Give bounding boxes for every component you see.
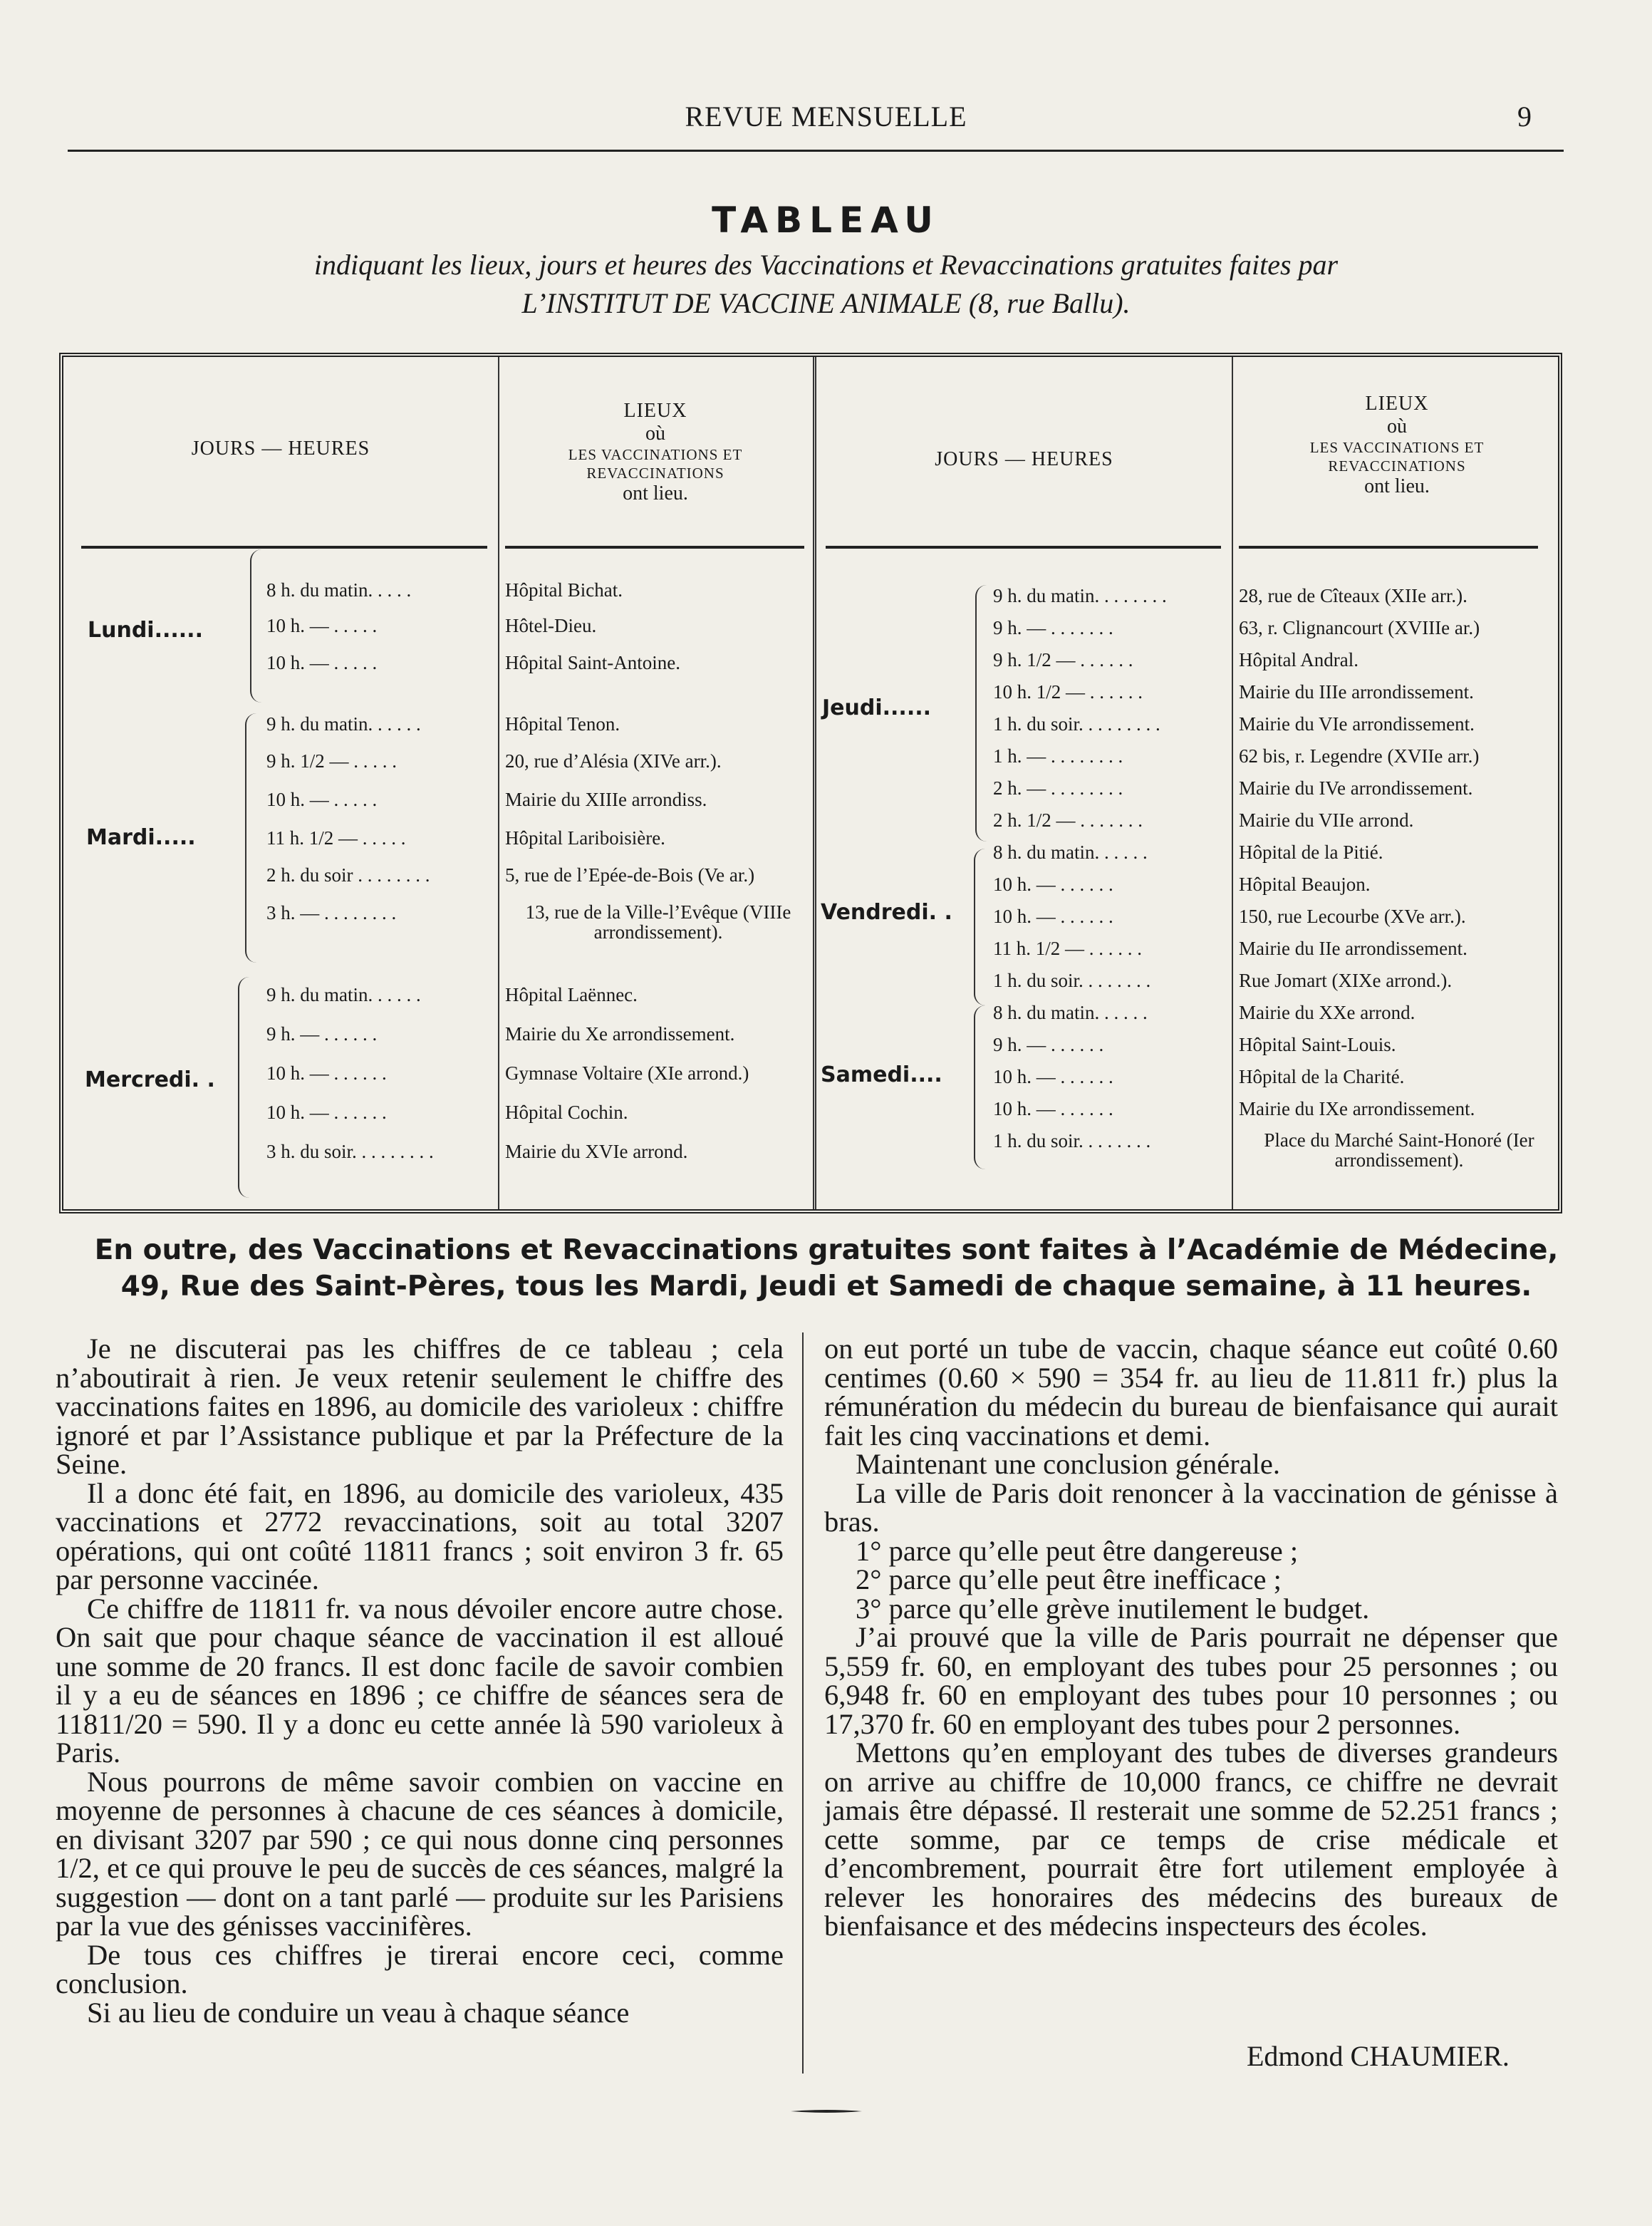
schedule-place: 63, r. Clignancourt (XVIIIe ar.) xyxy=(1239,617,1480,638)
schedule-time: 1 h. du soir. . . . . . . . xyxy=(993,970,1151,991)
brace-mardi xyxy=(245,713,258,963)
header-rule-left-places xyxy=(505,546,804,549)
paragraph: Je ne discuterai pas les chiffres de ce tableau ; cela n’aboutirait à rien. Je veux retenir seulement le chiffre des vaccinations faites en 1896, au domicile des varioleux : chiffre ignoré et par l’Assistance publique et par la Préfecture de la Seine. xyxy=(56,1332,784,1480)
left-days-header: JOURS — HEURES xyxy=(191,438,370,460)
schedule-time: 11 h. 1/2 — . . . . . xyxy=(266,827,406,849)
schedule-place: 20, rue d’Alésia (XIVe arr.). xyxy=(505,750,722,772)
schedule-place: Mairie du IIIe arrondissement. xyxy=(1239,681,1474,703)
schedule-time: 10 h. — . . . . . . xyxy=(993,906,1113,927)
tableau-subtitle-line-2: L’INSTITUT DE VACCINE ANIMALE (8, rue Ballu). xyxy=(521,287,1131,319)
paragraph: Nous pourrons de même savoir combien on vaccine en moyenne de personnes à chacune de ces séances à domicile, en divisant 3207 par 590 ; ce qui nous donne cinq personnes 1/2, et ce qui prouve le peu de succès de ces séances, malgré la suggestion — dont on a tant parlé — produite sur les Parisiens par la vue des génisses vaccinifères. xyxy=(56,1765,784,1942)
header-rule-right-days xyxy=(826,546,1221,549)
schedule-time: 1 h. — . . . . . . . . xyxy=(993,745,1123,767)
schedule-place: Mairie du XIIIe arrondiss. xyxy=(505,789,707,810)
schedule-place: Mairie du XXe arrond. xyxy=(1239,1002,1415,1023)
schedule-time: 10 h. — . . . . . . xyxy=(266,1102,387,1123)
schedule-time: 9 h. 1/2 — . . . . . . xyxy=(993,649,1133,671)
schedule-table xyxy=(59,353,1562,1213)
schedule-place: 5, rue de l’Epée-de-Bois (Ve ar.) xyxy=(505,864,755,886)
schedule-time: 2 h. — . . . . . . . . xyxy=(993,777,1123,799)
schedule-time: 11 h. 1/2 — . . . . . . xyxy=(993,938,1142,959)
schedule-place: Mairie du IVe arrondissement. xyxy=(1239,777,1473,799)
brace-samedi xyxy=(974,1005,987,1169)
paragraph: Il a donc été fait, en 1896, au domicile des varioleux, 435 vaccinations et 2772 revaccinations, soit au total 3207 opérations, qui ont coûté 11811 francs ; soit environ 3 fr. 65 par personne vaccinée. xyxy=(56,1476,784,1595)
day-jeudi: Jeudi...... xyxy=(822,695,932,720)
paragraph: Ce chiffre de 11811 fr. va nous dévoiler encore autre chose. On sait que pour chaque séance de vaccination il est alloué une somme de 20 francs. Il est donc facile de savoir combien il y a eu de séances en 1896 ; ce chiffre de séances sera de 11811/20 = 590. Il y a donc eu cette année là 590 varioleux à Paris. xyxy=(56,1592,784,1769)
schedule-place: Hôpital Bichat. xyxy=(505,579,623,601)
right-days-header: JOURS — HEURES xyxy=(935,448,1113,470)
schedule-time: 10 h. — . . . . . xyxy=(266,652,378,673)
schedule-time: 10 h. — . . . . . . xyxy=(266,1062,387,1084)
paragraph: La ville de Paris doit renoncer à la vaccination de génisse à bras. xyxy=(824,1476,1558,1538)
schedule-time: 9 h. du matin. . . . . . xyxy=(266,984,421,1005)
schedule-place: Mairie du IIe arrondissement. xyxy=(1239,938,1467,959)
header-rule-right-places xyxy=(1239,546,1538,549)
author-signature: Edmond CHAUMIER. xyxy=(1247,2040,1510,2072)
schedule-place: Mairie du IXe arrondissement. xyxy=(1239,1098,1475,1119)
schedule-place: Hôtel-Dieu. xyxy=(505,615,597,636)
center-divider xyxy=(813,357,816,1209)
schedule-place: 13, rue de la Ville-l’Evêque (VIIIe arrondissement). xyxy=(525,901,791,943)
header-rule xyxy=(68,150,1564,152)
brace-mercredi xyxy=(238,977,251,1198)
paragraph: Mettons qu’en employant des tubes de diverses grandeurs on arrive au chiffre de 10,000 francs, ce chiffre ne devrait jamais être dépassé. Il resterait une somme de 52.251 francs ; cette somme, par ce temps de crise médicale et d’encombrement, pourrait être fort utilement employée à relever les honoraires des médecins des bureaux de bienfaisance et des médecins inspecteurs des écoles. xyxy=(824,1736,1558,1942)
tableau-title: TABLEAU xyxy=(712,200,940,241)
schedule-time: 8 h. du matin. . . . . . xyxy=(993,1002,1148,1023)
paragraph: Si au lieu de conduire un veau à chaque séance xyxy=(87,1996,630,2029)
schedule-time: 10 h. — . . . . . xyxy=(266,789,378,810)
schedule-place: Hôpital Cochin. xyxy=(505,1102,628,1123)
left-places-header: LIEUX où LES VACCINATIONS ET REVACCINATIONS ont lieu. xyxy=(568,400,743,504)
schedule-place: Hôpital Laënnec. xyxy=(505,984,638,1005)
schedule-time: 2 h. 1/2 — . . . . . . . xyxy=(993,809,1143,831)
schedule-time: 10 h. — . . . . . xyxy=(266,615,378,636)
paragraph: De tous ces chiffres je tirerai encore ceci, comme conclusion. xyxy=(56,1938,784,1999)
column-rule xyxy=(802,1332,804,2074)
right-places-header: LIEUX où LES VACCINATIONS ET REVACCINATIONS ont lieu. xyxy=(1309,393,1485,497)
schedule-time: 10 h. — . . . . . . xyxy=(993,1098,1113,1119)
end-ornament xyxy=(791,2109,862,2113)
schedule-place: Hôpital de la Charité. xyxy=(1239,1066,1405,1087)
schedule-place: Hôpital Saint-Louis. xyxy=(1239,1034,1396,1055)
schedule-place: 62 bis, r. Legendre (XVIIe arr.) xyxy=(1239,745,1480,767)
article-right-column xyxy=(824,1332,1558,1942)
article-left-column xyxy=(56,1332,784,2029)
schedule-time: 9 h. du matin. . . . . . xyxy=(266,713,421,735)
schedule-place: Hôpital Beaujon. xyxy=(1239,874,1371,895)
running-title: REVUE MENSUELLE xyxy=(685,100,967,133)
day-samedi: Samedi.... xyxy=(821,1062,942,1087)
schedule-place: Mairie du Xe arrondissement. xyxy=(505,1023,735,1045)
paragraph: 2° parce qu’elle peut être inefficace ; xyxy=(856,1563,1282,1595)
page-number: 9 xyxy=(1517,100,1532,133)
schedule-time: 9 h. 1/2 — . . . . . xyxy=(266,750,398,772)
schedule-place: 28, rue de Cîteaux (XIIe arr.). xyxy=(1239,585,1467,606)
paragraph: Maintenant une conclusion générale. xyxy=(856,1448,1281,1480)
schedule-place: 150, rue Lecourbe (XVe arr.). xyxy=(1239,906,1466,927)
schedule-time: 9 h. du matin. . . . . . . . xyxy=(993,585,1167,606)
schedule-time: 2 h. du soir . . . . . . . . xyxy=(266,864,430,886)
schedule-time: 1 h. du soir. . . . . . . . . xyxy=(993,713,1160,735)
brace-jeudi xyxy=(975,585,988,842)
schedule-time: 9 h. — . . . . . . xyxy=(993,1034,1104,1055)
schedule-time: 3 h. du soir. . . . . . . . . xyxy=(266,1141,434,1162)
day-lundi: Lundi...... xyxy=(88,618,203,643)
schedule-place: Mairie du VIe arrondissement. xyxy=(1239,713,1475,735)
day-mercredi: Mercredi. . xyxy=(85,1067,215,1092)
paragraph: J’ai prouvé que la ville de Paris pourrait ne dépenser que 5,559 fr. 60, en employant des tubes pour 25 personnes ; ou 6,948 fr. 60 en employant des tubes pour 10 personnes ; ou 17,370 fr. 60 en employant des tubes pour 2 personnes. xyxy=(824,1621,1558,1740)
day-mardi: Mardi..... xyxy=(86,825,196,850)
brace-lundi xyxy=(250,549,263,703)
schedule-time: 3 h. — . . . . . . . . xyxy=(266,902,397,923)
tableau-subtitle-line-1: indiquant les lieux, jours et heures des Vaccinations et Revaccinations gratuites faites par xyxy=(313,249,1339,281)
schedule-time: 10 h. — . . . . . . xyxy=(993,874,1113,895)
schedule-time: 8 h. du matin. . . . . . xyxy=(993,842,1148,863)
day-vendredi: Vendredi. . xyxy=(821,900,952,925)
schedule-place: Hôpital Saint-Antoine. xyxy=(505,652,680,673)
paragraph: 1° parce qu’elle peut être dangereuse ; xyxy=(856,1534,1299,1567)
schedule-place: Mairie du VIIe arrond. xyxy=(1239,809,1414,831)
academy-notice-line-1: En outre, des Vaccinations et Revaccinations gratuites sont faites à l’Académie de Médecine, xyxy=(94,1234,1559,1266)
brace-vendredi xyxy=(974,849,987,1005)
header-rule-left-days xyxy=(81,546,487,549)
schedule-place: Hôpital Lariboisière. xyxy=(505,827,665,849)
schedule-time: 10 h. 1/2 — . . . . . . xyxy=(993,681,1143,703)
schedule-place: Gymnase Voltaire (XIe arrond.) xyxy=(505,1062,749,1084)
schedule-place: Place du Marché Saint-Honoré (Ier arrondissement). xyxy=(1264,1129,1534,1171)
schedule-time: 9 h. — . . . . . . xyxy=(266,1023,378,1045)
schedule-time: 10 h. — . . . . . . xyxy=(993,1066,1113,1087)
schedule-place: Hôpital de la Pitié. xyxy=(1239,842,1383,863)
paragraph: 3° parce qu’elle grève inutilement le budget. xyxy=(856,1592,1370,1625)
schedule-time: 1 h. du soir. . . . . . . . xyxy=(993,1130,1151,1151)
schedule-place: Mairie du XVIe arrond. xyxy=(505,1141,688,1162)
paragraph: on eut porté un tube de vaccin, chaque séance eut coûté 0.60 centimes (0.60 × 590 = 354 fr. au lieu de 11.811 fr.) plus la rémunération du médecin du bureau de bienfaisance qui aurait fait les cinq vaccinations et demi. xyxy=(824,1332,1558,1451)
schedule-time: 9 h. — . . . . . . . xyxy=(993,617,1113,638)
schedule-place: Rue Jomart (XIXe arrond.). xyxy=(1239,970,1453,991)
schedule-place: Hôpital Andral. xyxy=(1239,649,1359,671)
schedule-place: Hôpital Tenon. xyxy=(505,713,620,735)
schedule-time: 8 h. du matin. . . . . xyxy=(266,579,412,601)
academy-notice-line-2: 49, Rue des Saint-Pères, tous les Mardi, Jeudi et Samedi de chaque semaine, à 11 heures. xyxy=(120,1270,1532,1303)
